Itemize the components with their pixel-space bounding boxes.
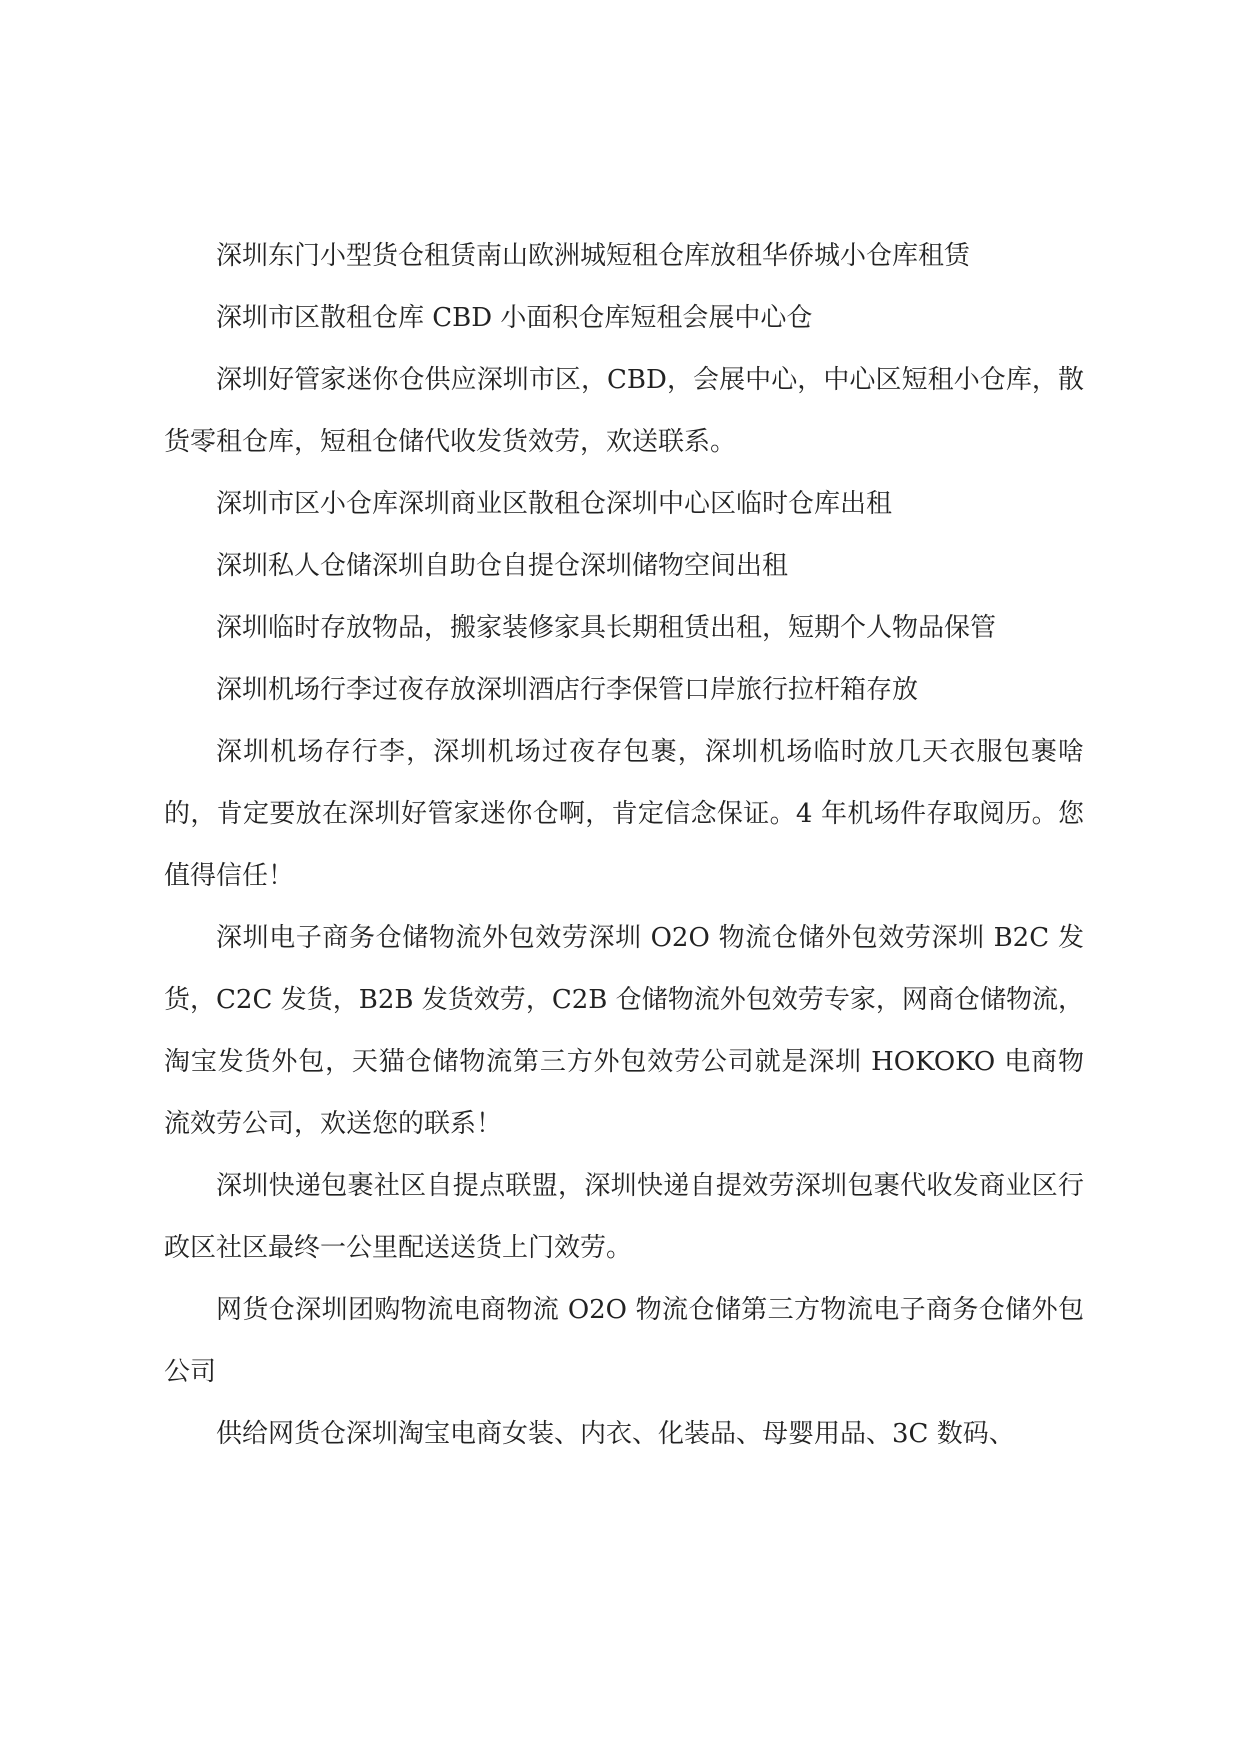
document-body bbox=[164, 225, 1084, 1465]
paragraph-2: 深圳市区散租仓库 CBD 小面积仓库短租会展中心仓 bbox=[216, 303, 813, 333]
paragraph-10: 深圳快递包裹社区自提点联盟，深圳快递自提效劳深圳包裹代收发商业区行政区社区最终一公里配送送货上门效劳。 bbox=[164, 1171, 1084, 1263]
paragraph-11: 网货仓深圳团购物流电商物流 O2O 物流仓储第三方物流电子商务仓储外包公司 bbox=[164, 1295, 1084, 1387]
paragraph-9: 深圳电子商务仓储物流外包效劳深圳 O2O 物流仓储外包效劳深圳 B2C 发货，C2C 发货，B2B 发货效劳，C2B 仓储物流外包效劳专家，网商仓储物流，淘宝发货外包，天猫仓储物流第三方外包效劳公司就是深圳 HOKOKO 电商物流效劳公司，欢送您的联系！ bbox=[164, 923, 1084, 1139]
paragraph-12: 供给网货仓深圳淘宝电商女装、内衣、化装品、母婴用品、3C 数码、 bbox=[216, 1419, 1015, 1449]
paragraph-5: 深圳私人仓储深圳自助仓自提仓深圳储物空间出租 bbox=[216, 551, 789, 581]
paragraph-6: 深圳临时存放物品，搬家装修家具长期租赁出租，短期个人物品保管 bbox=[216, 613, 997, 643]
paragraph-3: 深圳好管家迷你仓供应深圳市区，CBD，会展中心，中心区短租小仓库，散货零租仓库，短租仓储代收发货效劳，欢送联系。 bbox=[164, 365, 1084, 457]
paragraph-7: 深圳机场行李过夜存放深圳酒店行李保管口岸旅行拉杆箱存放 bbox=[216, 675, 919, 705]
paragraph-8: 深圳机场存行李，深圳机场过夜存包裹，深圳机场临时放几天衣服包裹啥的，肯定要放在深圳好管家迷你仓啊，肯定信念保证。4 年机场件存取阅历。您值得信任！ bbox=[164, 737, 1084, 891]
paragraph-1: 深圳东门小型货仓租赁南山欧洲城短租仓库放租华侨城小仓库租赁 bbox=[216, 241, 971, 271]
paragraph-4: 深圳市区小仓库深圳商业区散租仓深圳中心区临时仓库出租 bbox=[216, 489, 893, 519]
